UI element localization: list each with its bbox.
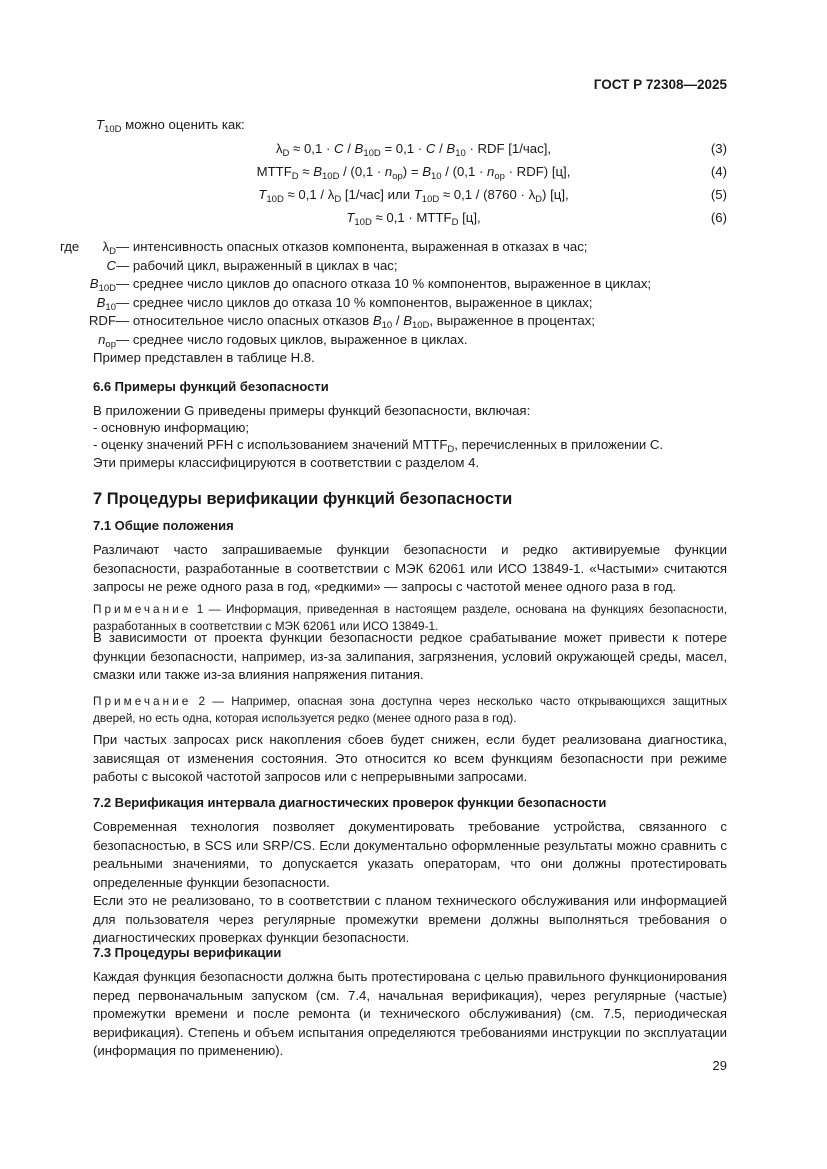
section-7-1-paragraph-2: В зависимости от проекта функции безопасности редкое срабатывание может привести к потере функции безопасности, например, из-за залипания, загрязнения, условий окружающей среды, масел, смазки или также из-за влияния напряжения питания. (93, 630, 727, 682)
equation-number-5: (5) (710, 187, 727, 202)
def-symbol-lambda-d: $\lambda_D$ (102, 239, 116, 257)
equation-number-4: (4) (710, 164, 727, 179)
def-symbol-nop: $n_{op}$ (98, 332, 116, 350)
section-7-1-title: 7.1 Общие положения (93, 518, 234, 533)
where-word: где (60, 239, 80, 254)
section-7-3-title: 7.3 Процедуры верификации (93, 945, 282, 960)
example-reference: Пример представлен в таблице H.8. (93, 350, 315, 365)
page-number: 29 (712, 1058, 727, 1073)
note-1: Примечание 1 — Информация, приведенная в настоящем разделе, основана на функциях безопасности, разработанных в соответствии с МЭК 62061 или ИСО 13849-1. (93, 602, 727, 633)
def-text-lambda-d: — интенсивность опасных отказов компонента, выраженная в отказах в час; (116, 239, 588, 254)
section-6-6-line-2: - основную информацию; (93, 420, 250, 435)
section-7-1-paragraph-3: При частых запросах риск накопления сбоев будет снижен, если будет реализована диагностика, зависящая от изменения состояния. Это относится ко всем функциям безопасности при режиме работы с высокой частотой запросов или с непрерывными запросами. (93, 732, 727, 784)
equation-3: $\lambda_D \approx 0,1 \cdot C / B_{10D} = 0,1 \cdot C / B_{10}$ · RDF [1/час], (275, 141, 552, 159)
section-7-2-paragraph-1: Современная технология позволяет документировать требование устройства, связанного с безопасностью, в SCS или SRP/CS. Если документально оформленные результаты можно сравнить с реальными значениями, то допускается указать операторам, что они должны протестировать определенные функции безопасности. (93, 819, 727, 890)
section-7-2-title: 7.2 Верификация интервала диагностических проверок функции безопасности (93, 795, 607, 810)
intro-line (96, 117, 245, 135)
section-6-6-line-3: - оценку значений PFH с использованием значений $MTTF_D$, перечисленных в приложении C. (93, 437, 664, 455)
def-symbol-c: C (106, 258, 116, 273)
intro-symbol: T (96, 117, 105, 132)
def-text-rdf: — относительное число опасных отказов $B_{10} / B_{10D}$, выраженное в процентах; (116, 313, 595, 331)
def-symbol-b10d: $B_{10D}$ (89, 276, 116, 294)
section-7-title: 7 Процедуры верификации функций безопасности (93, 490, 513, 508)
note-2: Примечание 2 — Например, опасная зона доступна через несколько часто открывающихся защитных дверей, но есть одна, которая используется редко (менее одного раза в год). (93, 694, 727, 725)
def-text-c: — рабочий цикл, выраженный в циклах в час; (116, 258, 398, 273)
equation-6: $T_{10D} \approx 0,1$ · $MTTF_D$ [ц], (346, 210, 481, 228)
equation-number-6: (6) (710, 210, 727, 225)
def-symbol-rdf: RDF (88, 313, 116, 328)
section-6-6-title: 6.6 Примеры функций безопасности (93, 379, 329, 394)
section-7-2-paragraph-2: Если это не реализовано, то в соответствии с планом технического обслуживания или информацией для пользователя через регулярные промежутки времени должны выполняться требования о диагностических проверках функции безопасности. (93, 893, 727, 945)
def-text-nop: — среднее число годовых циклов, выраженное в циклах. (116, 332, 468, 347)
section-7-3-paragraph-1: Каждая функция безопасности должна быть протестирована с целью правильного функционирования перед первоначальным запуском (см. 7.4, начальная верификация), через регулярные (частые) промежутки времени и после ремонта (и технического обслуживания) (см. 7.5, периодическая верификация). Степень и объем испытания определяются требованиями инструкции по эксплуатации (информация по применению). (93, 969, 727, 1058)
document-header: ГОСТ Р 72308—2025 (593, 77, 727, 92)
intro-symbol-sub: 10D (104, 124, 122, 135)
equation-4: $MTTF_D \approx B_{10D} / (0,1 \cdot n_{op}) = B_{10} / (0,1 \cdot n_{op} \cdot RDF)$ [ц], (256, 164, 571, 182)
def-symbol-b10: $B_{10}$ (96, 295, 116, 313)
equation-number-3: (3) (710, 141, 727, 156)
section-7-1-paragraph-1: Различают часто запрашиваемые функции безопасности и редко активируемые функции безопасности, разработанные в соответствии с МЭК 62061 или ИСО 13849-1. «Частыми» считаются запросы не реже одного раза в год, «редкими» — запросы с частотой менее одного раза в год. (93, 542, 727, 594)
intro-text: можно оценить как: (121, 117, 245, 132)
def-text-b10d: — среднее число циклов до опасного отказа 10 % компонентов, выраженное в циклах; (116, 276, 652, 291)
equation-5: $T_{10D} \approx 0,1 / \lambda_D$ [1/час] или $T_{10D} \approx 0,1 / (8760 \cdot \lambda_D)$ [ц], (258, 187, 569, 205)
section-6-6-line-4: Эти примеры классифицируются в соответствии с разделом 4. (93, 455, 480, 470)
def-text-b10: — среднее число циклов до отказа 10 % компонентов, выраженное в циклах; (116, 295, 593, 310)
section-6-6-line-1: В приложении G приведены примеры функций безопасности, включая: (93, 403, 531, 418)
